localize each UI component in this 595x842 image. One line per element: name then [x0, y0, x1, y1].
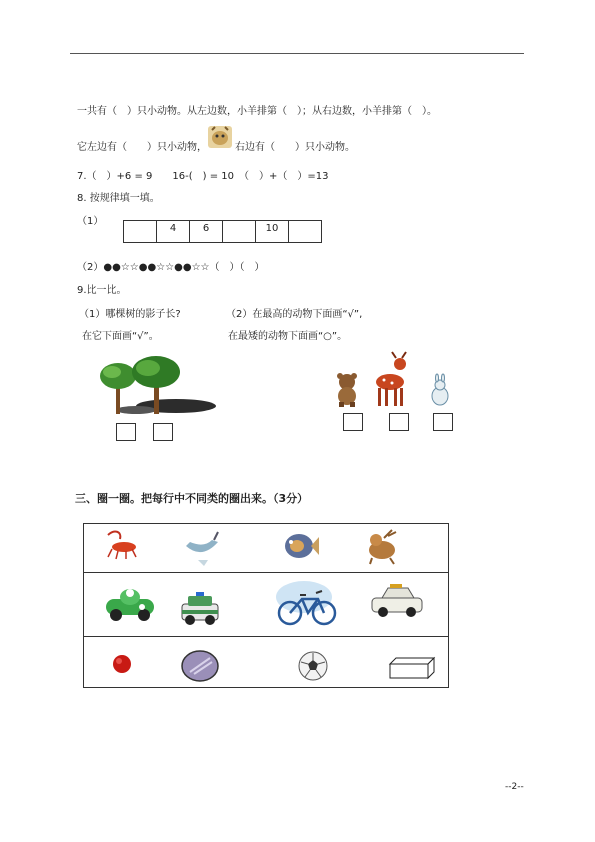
- sequence-cell[interactable]: [124, 221, 157, 243]
- cat-icon[interactable]: [364, 530, 400, 564]
- animal-answer-box[interactable]: [389, 413, 409, 431]
- police-car-icon[interactable]: [180, 590, 220, 628]
- q8-title: 8. 按规律填一填。: [77, 193, 160, 204]
- animal-answer-box[interactable]: [343, 413, 363, 431]
- sequence-cell: 4: [157, 221, 190, 243]
- tree-answer-box[interactable]: [116, 423, 136, 441]
- q9-1-question: （1）哪棵树的影子长?: [79, 309, 181, 320]
- q6-line2-right: 右边有（ ）只小动物。: [235, 142, 355, 153]
- q9-1-instruction: 在它下面画“√”。: [82, 331, 159, 342]
- cuboid-box-icon[interactable]: [388, 658, 436, 680]
- red-ball-icon[interactable]: [112, 654, 132, 674]
- lobster-icon[interactable]: [104, 529, 140, 561]
- sequence-table: [123, 220, 322, 243]
- rabbit-icon: [428, 376, 452, 408]
- deer-icon: [370, 350, 410, 408]
- sequence-cell[interactable]: [289, 221, 322, 243]
- q8-part2: （2）●●☆☆●●☆☆●●☆☆（ ）（ ）: [77, 262, 265, 273]
- q9-2-instruction: 在最矮的动物下面画“○”。: [228, 331, 348, 342]
- q6-line1: 一共有（ ）只小动物。从左边数，小羊排第（ ）；从右边数，小羊排第（ ）。: [77, 106, 437, 117]
- sequence-cell: 10: [256, 221, 289, 243]
- q9-title: 9.比一比。: [77, 285, 127, 296]
- tree-answer-box[interactable]: [153, 423, 173, 441]
- goat-icon: [206, 124, 234, 150]
- fish-icon[interactable]: [283, 531, 319, 561]
- q8-part1-label: （1）: [77, 216, 104, 227]
- page-number: --2--: [505, 782, 524, 792]
- taxi-car-icon[interactable]: [370, 584, 424, 620]
- q7-line: 7.（ ）+6 = 9 16-( ) = 10 （ ）+（ ）=13: [77, 171, 329, 182]
- sequence-cell: 6: [190, 221, 223, 243]
- soccer-ball-icon[interactable]: [297, 650, 329, 682]
- race-car-icon[interactable]: [104, 585, 156, 623]
- bear-icon: [332, 372, 362, 408]
- stone-icon[interactable]: [180, 648, 220, 684]
- animal-answer-box[interactable]: [433, 413, 453, 431]
- section3-title: 三、圈一圈。把每行中不同类的圈出来。（3分）: [75, 492, 309, 505]
- q9-2-question: （2）在最高的动物下面画“√”,: [226, 309, 363, 320]
- header-rule: [70, 53, 524, 54]
- shark-icon[interactable]: [184, 532, 220, 568]
- sequence-cell[interactable]: [223, 221, 256, 243]
- bicycle-icon[interactable]: [274, 579, 340, 627]
- trees-shadow-image: [96, 356, 218, 418]
- q6-line2-left: 它左边有（ ）只小动物，: [77, 142, 207, 153]
